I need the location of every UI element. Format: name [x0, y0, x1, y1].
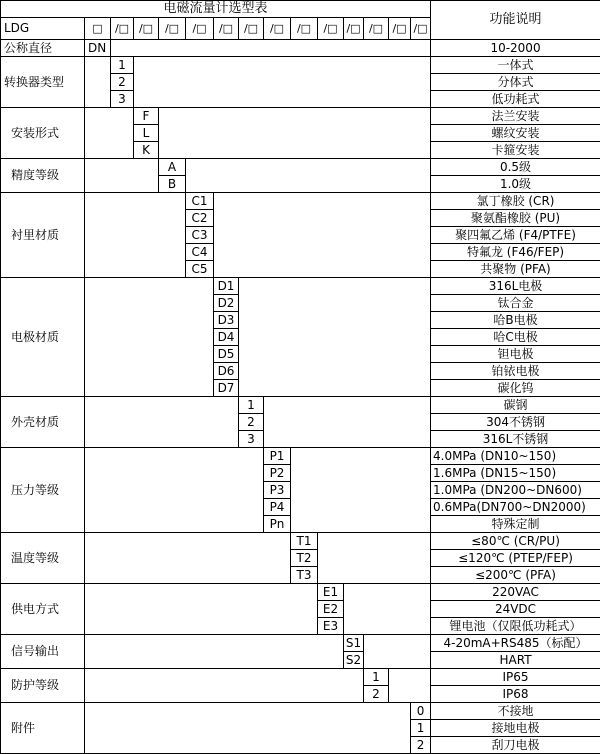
- code-slot-box: /□: [214, 18, 239, 40]
- option-desc-cell: 4-20mA+RS485（标配）: [431, 635, 600, 652]
- option-code-cell: P4: [264, 499, 291, 516]
- option-code-cell: S2: [344, 652, 364, 669]
- option-code-cell: 2: [411, 737, 431, 754]
- spacer-cell: [85, 635, 344, 669]
- option-code-cell: Pn: [264, 516, 291, 533]
- option-code-cell: C1: [186, 193, 214, 210]
- spacer-cell: [85, 278, 214, 397]
- option-code-cell: 1: [239, 397, 264, 414]
- spacer-cell: [85, 703, 411, 754]
- option-code-cell: D6: [214, 363, 239, 380]
- option-desc-cell: 0.6MPa(DN700~DN2000): [431, 499, 600, 516]
- spacer-cell: [264, 397, 431, 448]
- option-code-cell: D4: [214, 329, 239, 346]
- option-code-cell: D2: [214, 295, 239, 312]
- spacer-cell: [389, 669, 431, 703]
- option-code-cell: T3: [291, 567, 318, 584]
- option-code-cell: D7: [214, 380, 239, 397]
- category-label: 附件: [1, 703, 85, 754]
- option-code-cell: C4: [186, 244, 214, 261]
- option-code-cell: P2: [264, 465, 291, 482]
- category-label: 外壳材质: [1, 397, 85, 448]
- option-code-cell: 1: [364, 669, 389, 686]
- option-code-cell: D3: [214, 312, 239, 329]
- option-desc-cell: 接地电极: [431, 720, 600, 737]
- option-desc-cell: 氯丁橡胶 (CR): [431, 193, 600, 210]
- option-desc-cell: 铂铱电极: [431, 363, 600, 380]
- code-slot-box: /□: [264, 18, 291, 40]
- option-code-cell: B: [159, 176, 186, 193]
- option-code-cell: 2: [111, 74, 134, 91]
- spacer-cell: [85, 533, 291, 584]
- option-code-cell: K: [134, 142, 159, 159]
- option-desc-cell: 法兰安装: [431, 108, 600, 125]
- option-code-cell: S1: [344, 635, 364, 652]
- category-label: 转换器类型: [1, 57, 85, 108]
- spacer-cell: [364, 635, 431, 669]
- model-prefix: LDG: [1, 18, 85, 40]
- option-desc-cell: 0.5级: [431, 159, 600, 176]
- option-desc-cell: 304不锈钢: [431, 414, 600, 431]
- option-desc-cell: ≤200℃ (PFA): [431, 567, 600, 584]
- spacer-cell: [111, 40, 431, 57]
- option-code-cell: 2: [239, 414, 264, 431]
- option-desc-cell: 卡箍安装: [431, 142, 600, 159]
- option-desc-cell: IP68: [431, 686, 600, 703]
- option-desc-cell: 24VDC: [431, 601, 600, 618]
- option-code-cell: E1: [318, 584, 344, 601]
- option-code-cell: E3: [318, 618, 344, 635]
- spacer-cell: [85, 57, 111, 108]
- spacer-cell: [85, 108, 134, 159]
- option-desc-cell: 10-2000: [431, 40, 600, 57]
- option-desc-cell: 特殊定制: [431, 516, 600, 533]
- code-slot-box: /□: [111, 18, 134, 40]
- code-slot-box: /□: [318, 18, 344, 40]
- option-code-cell: 3: [239, 431, 264, 448]
- spacer-cell: [291, 448, 431, 533]
- option-code-cell: T1: [291, 533, 318, 550]
- spacer-cell: [159, 108, 431, 159]
- category-label: 衬里材质: [1, 193, 85, 278]
- code-slot-box: /□: [291, 18, 318, 40]
- option-code-cell: 2: [364, 686, 389, 703]
- option-code-cell: A: [159, 159, 186, 176]
- code-slot-box: /□: [159, 18, 186, 40]
- code-slot-box: /□: [186, 18, 214, 40]
- option-desc-cell: 特氟龙 (F46/FEP): [431, 244, 600, 261]
- option-code-cell: F: [134, 108, 159, 125]
- option-code-cell: C5: [186, 261, 214, 278]
- desc-column-header: 功能说明: [431, 1, 600, 40]
- spacer-cell: [85, 669, 364, 703]
- option-code-cell: P3: [264, 482, 291, 499]
- option-code-cell: 1: [111, 57, 134, 74]
- code-slot-box: /□: [389, 18, 411, 40]
- option-desc-cell: ≤120℃ (PTEP/FEP): [431, 550, 600, 567]
- option-desc-cell: IP65: [431, 669, 600, 686]
- option-desc-cell: 1.6MPa (DN15~150): [431, 465, 600, 482]
- category-label: 温度等级: [1, 533, 85, 584]
- option-desc-cell: 分体式: [431, 74, 600, 91]
- option-code-cell: L: [134, 125, 159, 142]
- spacer-cell: [239, 278, 431, 397]
- option-code-cell: DN: [85, 40, 111, 57]
- option-desc-cell: 钛合金: [431, 295, 600, 312]
- option-desc-cell: HART: [431, 652, 600, 669]
- category-label: 公称直径: [1, 40, 85, 57]
- option-code-cell: 1: [411, 720, 431, 737]
- option-desc-cell: 共聚物 (PFA): [431, 261, 600, 278]
- category-label: 供电方式: [1, 584, 85, 635]
- option-desc-cell: 低功耗式: [431, 91, 600, 108]
- option-code-cell: C2: [186, 210, 214, 227]
- option-desc-cell: 聚四氟乙烯 (F4/PTFE): [431, 227, 600, 244]
- category-label: 信号输出: [1, 635, 85, 669]
- option-desc-cell: 316L电极: [431, 278, 600, 295]
- spacer-cell: [214, 193, 431, 278]
- spacer-cell: [344, 584, 431, 635]
- code-slot-box: /□: [344, 18, 364, 40]
- option-desc-cell: 不接地: [431, 703, 600, 720]
- option-desc-cell: 哈B电极: [431, 312, 600, 329]
- option-code-cell: 0: [411, 703, 431, 720]
- option-desc-cell: 碳化钨: [431, 380, 600, 397]
- option-desc-cell: 碳钢: [431, 397, 600, 414]
- option-code-cell: D5: [214, 346, 239, 363]
- category-label: 电极材质: [1, 278, 85, 397]
- option-code-cell: P1: [264, 448, 291, 465]
- spacer-cell: [85, 397, 239, 448]
- spacer-cell: [85, 448, 264, 533]
- option-desc-cell: ≤80℃ (CR/PU): [431, 533, 600, 550]
- category-label: 安装形式: [1, 108, 85, 159]
- option-code-cell: D1: [214, 278, 239, 295]
- code-slot-box: /□: [411, 18, 431, 40]
- spacer-cell: [186, 159, 431, 193]
- spacer-cell: [134, 57, 431, 108]
- spacer-cell: [318, 533, 431, 584]
- option-desc-cell: 4.0MPa (DN10~150): [431, 448, 600, 465]
- spacer-cell: [85, 584, 318, 635]
- table-title: 电磁流量计选型表: [1, 1, 431, 18]
- code-slot-box: /□: [364, 18, 389, 40]
- code-slot-box: /□: [239, 18, 264, 40]
- option-desc-cell: 1.0级: [431, 176, 600, 193]
- category-label: 防护等级: [1, 669, 85, 703]
- option-code-cell: T2: [291, 550, 318, 567]
- category-label: 压力等级: [1, 448, 85, 533]
- option-desc-cell: 一体式: [431, 57, 600, 74]
- option-desc-cell: 聚氨酯橡胶 (PU): [431, 210, 600, 227]
- option-desc-cell: 哈C电极: [431, 329, 600, 346]
- spacer-cell: [85, 159, 159, 193]
- option-desc-cell: 刮刀电极: [431, 737, 600, 754]
- option-desc-cell: 1.0MPa (DN200~DN600): [431, 482, 600, 499]
- option-code-cell: 3: [111, 91, 134, 108]
- code-slot-box: /□: [134, 18, 159, 40]
- option-desc-cell: 锂电池（仅限低功耗式）: [431, 618, 600, 635]
- option-desc-cell: 316L不锈钢: [431, 431, 600, 448]
- option-desc-cell: 220VAC: [431, 584, 600, 601]
- option-code-cell: E2: [318, 601, 344, 618]
- category-label: 精度等级: [1, 159, 85, 193]
- option-code-cell: C3: [186, 227, 214, 244]
- spacer-cell: [85, 193, 186, 278]
- dn-code-box: □: [85, 18, 111, 40]
- option-desc-cell: 钽电极: [431, 346, 600, 363]
- option-desc-cell: 螺纹安装: [431, 125, 600, 142]
